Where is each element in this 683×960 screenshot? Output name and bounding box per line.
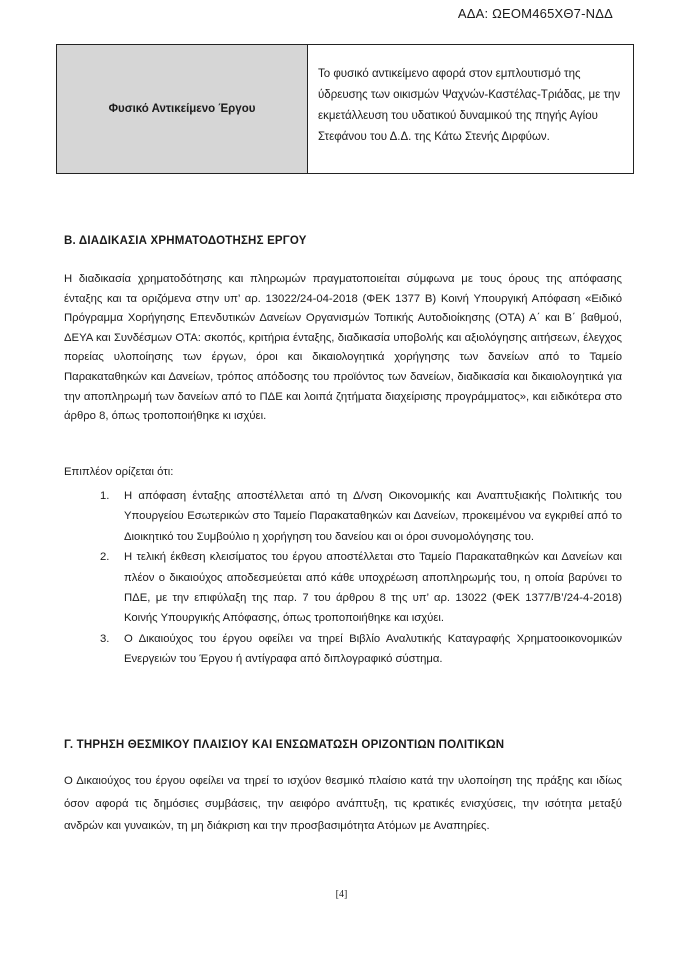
list-item-text: Ο Δικαιούχος του έργου οφείλει να τηρεί Βιβλίο Αναλυτικής Καταγραφής Χρηματοοικονομικών Ενεργειών του Έργου ή αντίγραφα από διπλογραφικό σύστημα. — [124, 632, 622, 666]
list-item-text: Η τελική έκθεση κλεισίματος του έργου αποστέλλεται στο Ταμείο Παρακαταθηκών και Δανείων και πλέον ο δικαιούχος αποδεσμεύεται από κάθε υποχρέωση αποπληρωμής του, η οποία βαρύνει το ΠΔΕ, με την επιφύλαξη της παρ. 7 του άρθρου 8 της υπ’ αρ. 13022 (ΦΕΚ 1377/Β’/24-4-2018) Κοινής Υπουργικής Απόφασης, όπως τροποποιήθηκε και ισχύει. — [124, 551, 622, 625]
list-item — [100, 547, 622, 629]
conditions-list — [100, 486, 622, 670]
project-info-table — [56, 44, 634, 174]
section-b-heading: Β. ΔΙΑΔΙΚΑΣΙΑ ΧΡΗΜΑΤΟΔΟΤΗΣΗΣ ΕΡΓΟΥ — [64, 235, 307, 247]
page-number: [4] — [335, 889, 348, 900]
table-value-cell: Το φυσικό αντικείμενο αφορά στον εμπλουτισμό της ύδρευσης των οικισμών Ψαχνών-Καστέλας-Τριάδας, με την εκμετάλλευση του υδατικού δυναμικού της πηγής Αγίου Στεφάνου του Δ.Δ. της Κάτω Στενής Διρφύων. — [308, 45, 634, 174]
list-item-number: 2. — [100, 551, 110, 564]
list-item-number: 1. — [100, 490, 110, 502]
table-row — [57, 45, 634, 174]
section-c-heading: Γ. ΤΗΡΗΣΗ ΘΕΣΜΙΚΟΥ ΠΛΑΙΣΙΟΥ ΚΑΙ ΕΝΣΩΜΑΤΩΣΗ ΟΡΙΖΟΝΤΙΩΝ ΠΟΛΙΤΙΚΩΝ — [64, 739, 505, 751]
list-item-text: Η απόφαση ένταξης αποστέλλεται από τη Δ/νση Οικονομικής και Αναπτυξιακής Πολιτικής του Υπουργείου Εσωτερικών στο Ταμείο Παρακαταθηκών και Δανείων, προκειμένου να εγκριθεί από το Διοικητικό του Συμβούλιο η χορήγηση του δανείου και οι όροι συνομολόγησης του. — [124, 490, 622, 543]
list-item — [100, 629, 622, 670]
ada-code: ΑΔΑ: ΩΕΟΜ465ΧΘ7-ΝΔΔ — [457, 6, 613, 21]
table-label-cell: Φυσικό Αντικείμενο Έργου — [57, 45, 308, 174]
section-b-paragraph: Η διαδικασία χρηματοδότησης και πληρωμών πραγματοποιείται σύμφωνα με τους όρους της απόφασης ένταξης και τα οριζόμενα στην υπ’ αρ. 13022/24-04-2018 (ΦΕΚ 1377 Β) Κοινή Υπουργική Απόφαση «Ειδικό Πρόγραμμα Χορήγησης Επενδυτικών Δανείων Οργανισμών Τοπικής Αυτοδιοίκησης (ΟΤΑ) Α΄ και Β΄ βαθμού, ΔΕΥΑ και Συνδέσμων ΟΤΑ: σκοπός, κριτήρια ένταξης, διαδικασία υποβολής και αξιολόγησης αιτήσεων, έλεγχος πορείας υλοποίησης των έργων, όροι και δικαιολογητικά χορήγησης των δανείων από το Ταμείο Παρακαταθηκών και Δανείων, τρόπος απόδοσης του προϊόντος των δανείων, διαδικασία και δικαιολογητικά για την αποπληρωμή των δανείων από το ΠΔΕ και λοιπά ζητήματα διαχείρισης προγράμματος», και ειδικότερα στο άρθρο 8, όπως τροποποιήθηκε κι ισχύει. — [64, 273, 622, 423]
list-item-number: 3. — [100, 632, 110, 645]
section-b-intro: Επιπλέον ορίζεται ότι: — [64, 466, 174, 478]
list-item — [100, 486, 622, 547]
section-c-paragraph: Ο Δικαιούχος του έργου οφείλει να τηρεί το ισχύον θεσμικό πλαίσιο κατά την υλοποίηση της πράξης και ιδίως όσον αφορά τις δημόσιες συμβάσεις, την αειφόρο ανάπτυξη, τις κρατικές ενισχύσεις, την ισότητα μεταξύ ανδρών και γυναικών, τη μη διάκριση και την προσβασιμότητα Ατόμων με Αναπηρίες. — [64, 775, 622, 832]
